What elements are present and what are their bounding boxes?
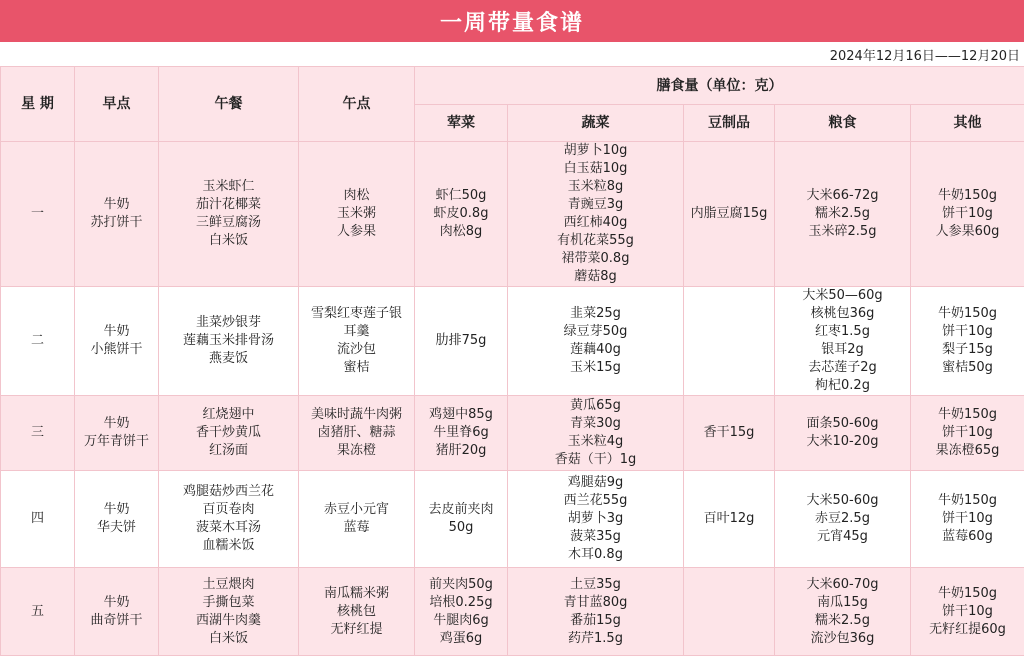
vegetable-item: 青豌豆3g [510, 196, 681, 214]
menu-body [1, 142, 1024, 656]
breakfast-item: 苏打饼干 [77, 214, 156, 232]
vegetable-cell [508, 142, 684, 287]
lunch-cell [159, 142, 299, 287]
snack-item: 人参果 [301, 223, 412, 241]
vegetable-item: 青菜30g [510, 415, 681, 433]
lunch-item: 莲藕玉米排骨汤 [161, 332, 296, 350]
vegetable-item: 番茄15g [510, 612, 681, 630]
lunch-item: 玉米虾仁 [161, 178, 296, 196]
snack-item: 耳羹 [301, 323, 412, 341]
vegetable-item: 土豆35g [510, 576, 681, 594]
header-breakfast: 早点 [75, 67, 159, 142]
weekday-cell: 五 [1, 568, 75, 656]
header-snack: 午点 [299, 67, 415, 142]
other-item: 饼干10g [913, 205, 1022, 223]
grain-item: 大米60-70g [777, 576, 908, 594]
breakfast-cell [75, 142, 159, 287]
vegetable-item: 莲藕40g [510, 341, 681, 359]
grain-item: 银耳2g [777, 341, 908, 359]
other-item: 饼干10g [913, 424, 1022, 442]
grain-item: 玉米碎2.5g [777, 223, 908, 241]
vegetable-item: 木耳0.8g [510, 546, 681, 564]
other-item: 牛奶150g [913, 406, 1022, 424]
other-cell [911, 396, 1024, 471]
lunch-cell [159, 396, 299, 471]
vegetable-item: 玉米粒8g [510, 178, 681, 196]
lunch-item: 血糯米饭 [161, 537, 296, 555]
vegetable-item: 西红柿40g [510, 214, 681, 232]
other-item: 果冻橙65g [913, 442, 1022, 460]
grain-item: 枸杞0.2g [777, 377, 908, 395]
lunch-item: 百页卷肉 [161, 501, 296, 519]
meat-item: 鸡翅中85g [417, 406, 505, 424]
lunch-item: 韭菜炒银芽 [161, 314, 296, 332]
grain-item: 红枣1.5g [777, 323, 908, 341]
vegetable-item: 青甘蓝80g [510, 594, 681, 612]
other-item: 蓝莓60g [913, 528, 1022, 546]
lunch-item: 三鲜豆腐汤 [161, 214, 296, 232]
meat-item: 鸡蛋6g [417, 630, 505, 648]
grain-item: 大米50-60g [777, 492, 908, 510]
lunch-cell [159, 287, 299, 396]
other-cell [911, 568, 1024, 656]
soy-cell [684, 287, 775, 396]
table-row [1, 396, 1024, 471]
breakfast-item: 小熊饼干 [77, 341, 156, 359]
vegetable-item: 裙带菜0.8g [510, 250, 681, 268]
header-soy: 豆制品 [684, 105, 775, 142]
snack-cell [299, 142, 415, 287]
meat-cell [415, 471, 508, 568]
lunch-item: 白米饭 [161, 630, 296, 648]
vegetable-item: 香菇（干）1g [510, 451, 681, 469]
snack-item: 肉松 [301, 187, 412, 205]
weekday-cell: 二 [1, 287, 75, 396]
meat-cell [415, 287, 508, 396]
other-item: 蜜桔50g [913, 359, 1022, 377]
grain-item: 大米66-72g [777, 187, 908, 205]
header-quantity-group: 膳食量（单位：克） [415, 67, 1024, 105]
soy-cell [684, 142, 775, 287]
vegetable-cell [508, 396, 684, 471]
meat-item: 牛里脊6g [417, 424, 505, 442]
snack-item: 南瓜糯米粥 [301, 585, 412, 603]
grain-cell [775, 396, 911, 471]
vegetable-item: 胡萝卜3g [510, 510, 681, 528]
other-item: 牛奶150g [913, 187, 1022, 205]
grain-item: 面条50-60g [777, 415, 908, 433]
vegetable-cell [508, 471, 684, 568]
other-item: 饼干10g [913, 603, 1022, 621]
breakfast-item: 牛奶 [77, 196, 156, 214]
grain-item: 赤豆2.5g [777, 510, 908, 528]
vegetable-item: 玉米粒4g [510, 433, 681, 451]
soy-item: 内脂豆腐15g [686, 205, 772, 223]
snack-cell [299, 568, 415, 656]
vegetable-item: 有机花菜55g [510, 232, 681, 250]
breakfast-item: 华夫饼 [77, 519, 156, 537]
grain-item: 大米50—60g [777, 287, 908, 305]
snack-item: 流沙包 [301, 341, 412, 359]
other-cell [911, 142, 1024, 287]
grain-cell [775, 287, 911, 396]
snack-item: 蓝莓 [301, 519, 412, 537]
vegetable-item: 鸡腿菇9g [510, 474, 681, 492]
other-cell [911, 287, 1024, 396]
soy-item: 香干15g [686, 424, 772, 442]
vegetable-item: 韭菜25g [510, 305, 681, 323]
breakfast-item: 牛奶 [77, 594, 156, 612]
meat-item: 虾皮0.8g [417, 205, 505, 223]
lunch-item: 鸡腿菇炒西兰花 [161, 483, 296, 501]
vegetable-item: 药芹1.5g [510, 630, 681, 648]
vegetable-cell [508, 287, 684, 396]
snack-item: 果冻橙 [301, 442, 412, 460]
meat-item: 牛腿肉6g [417, 612, 505, 630]
page-title: 一周带量食谱 [0, 0, 1024, 42]
grain-item: 流沙包36g [777, 630, 908, 648]
lunch-item: 红汤面 [161, 442, 296, 460]
vegetable-item: 西兰花55g [510, 492, 681, 510]
breakfast-cell [75, 471, 159, 568]
breakfast-item: 曲奇饼干 [77, 612, 156, 630]
meat-item: 猪肝20g [417, 442, 505, 460]
snack-item: 美味时蔬牛肉粥 [301, 406, 412, 424]
grain-item: 糯米2.5g [777, 205, 908, 223]
lunch-item: 燕麦饭 [161, 350, 296, 368]
meat-item: 肉松8g [417, 223, 505, 241]
vegetable-item: 菠菜35g [510, 528, 681, 546]
soy-cell [684, 568, 775, 656]
meat-item: 虾仁50g [417, 187, 505, 205]
snack-cell [299, 471, 415, 568]
meat-cell [415, 396, 508, 471]
soy-cell [684, 471, 775, 568]
lunch-item: 红烧翅中 [161, 406, 296, 424]
lunch-item: 香干炒黄瓜 [161, 424, 296, 442]
other-item: 牛奶150g [913, 585, 1022, 603]
lunch-item: 茄汁花椰菜 [161, 196, 296, 214]
grain-item: 去芯莲子2g [777, 359, 908, 377]
grain-item: 南瓜15g [777, 594, 908, 612]
header-grain: 粮食 [775, 105, 911, 142]
grain-cell [775, 568, 911, 656]
date-range: 2024年12月16日——12月20日 [0, 42, 1024, 66]
other-item: 牛奶150g [913, 305, 1022, 323]
soy-item: 百叶12g [686, 510, 772, 528]
other-item: 饼干10g [913, 510, 1022, 528]
other-item: 无籽红提60g [913, 621, 1022, 639]
snack-item: 赤豆小元宵 [301, 501, 412, 519]
breakfast-cell [75, 568, 159, 656]
other-item: 人参果60g [913, 223, 1022, 241]
vegetable-cell [508, 568, 684, 656]
soy-cell [684, 396, 775, 471]
snack-item: 蜜桔 [301, 359, 412, 377]
vegetable-item: 黄瓜65g [510, 397, 681, 415]
header-lunch: 午餐 [159, 67, 299, 142]
breakfast-cell [75, 287, 159, 396]
header-meat: 荤菜 [415, 105, 508, 142]
vegetable-item: 绿豆芽50g [510, 323, 681, 341]
weekly-menu-table [0, 66, 1024, 656]
lunch-item: 白米饭 [161, 232, 296, 250]
grain-item: 核桃包36g [777, 305, 908, 323]
lunch-item: 土豆煨肉 [161, 576, 296, 594]
lunch-item: 菠菜木耳汤 [161, 519, 296, 537]
snack-item: 核桃包 [301, 603, 412, 621]
lunch-item: 手撕包菜 [161, 594, 296, 612]
lunch-item: 西湖牛肉羹 [161, 612, 296, 630]
vegetable-item: 胡萝卜10g [510, 142, 681, 160]
breakfast-cell [75, 396, 159, 471]
other-cell [911, 471, 1024, 568]
meat-item: 50g [417, 519, 505, 537]
header-other: 其他 [911, 105, 1024, 142]
lunch-cell [159, 568, 299, 656]
meat-item: 肋排75g [417, 332, 505, 350]
vegetable-item: 白玉菇10g [510, 160, 681, 178]
other-item: 牛奶150g [913, 492, 1022, 510]
table-row [1, 471, 1024, 568]
grain-item: 大米10-20g [777, 433, 908, 451]
meat-cell [415, 142, 508, 287]
table-row [1, 287, 1024, 396]
snack-cell [299, 396, 415, 471]
meat-item: 培根0.25g [417, 594, 505, 612]
other-item: 梨子15g [913, 341, 1022, 359]
breakfast-item: 牛奶 [77, 323, 156, 341]
weekday-cell: 四 [1, 471, 75, 568]
meat-item: 去皮前夹肉 [417, 501, 505, 519]
grain-item: 元宵45g [777, 528, 908, 546]
weekday-cell: 三 [1, 396, 75, 471]
breakfast-item: 万年青饼干 [77, 433, 156, 451]
snack-item: 无籽红提 [301, 621, 412, 639]
meat-cell [415, 568, 508, 656]
snack-item: 雪梨红枣莲子银 [301, 305, 412, 323]
snack-item: 卤猪肝、糖蒜 [301, 424, 412, 442]
grain-cell [775, 471, 911, 568]
table-row [1, 142, 1024, 287]
grain-cell [775, 142, 911, 287]
table-row [1, 568, 1024, 656]
meat-item: 前夹肉50g [417, 576, 505, 594]
lunch-cell [159, 471, 299, 568]
snack-cell [299, 287, 415, 396]
breakfast-item: 牛奶 [77, 501, 156, 519]
vegetable-item: 玉米15g [510, 359, 681, 377]
vegetable-item: 蘑菇8g [510, 268, 681, 286]
grain-item: 糯米2.5g [777, 612, 908, 630]
breakfast-item: 牛奶 [77, 415, 156, 433]
snack-item: 玉米粥 [301, 205, 412, 223]
header-weekday: 星 期 [1, 67, 75, 142]
other-item: 饼干10g [913, 323, 1022, 341]
weekday-cell: 一 [1, 142, 75, 287]
header-vegetable: 蔬菜 [508, 105, 684, 142]
